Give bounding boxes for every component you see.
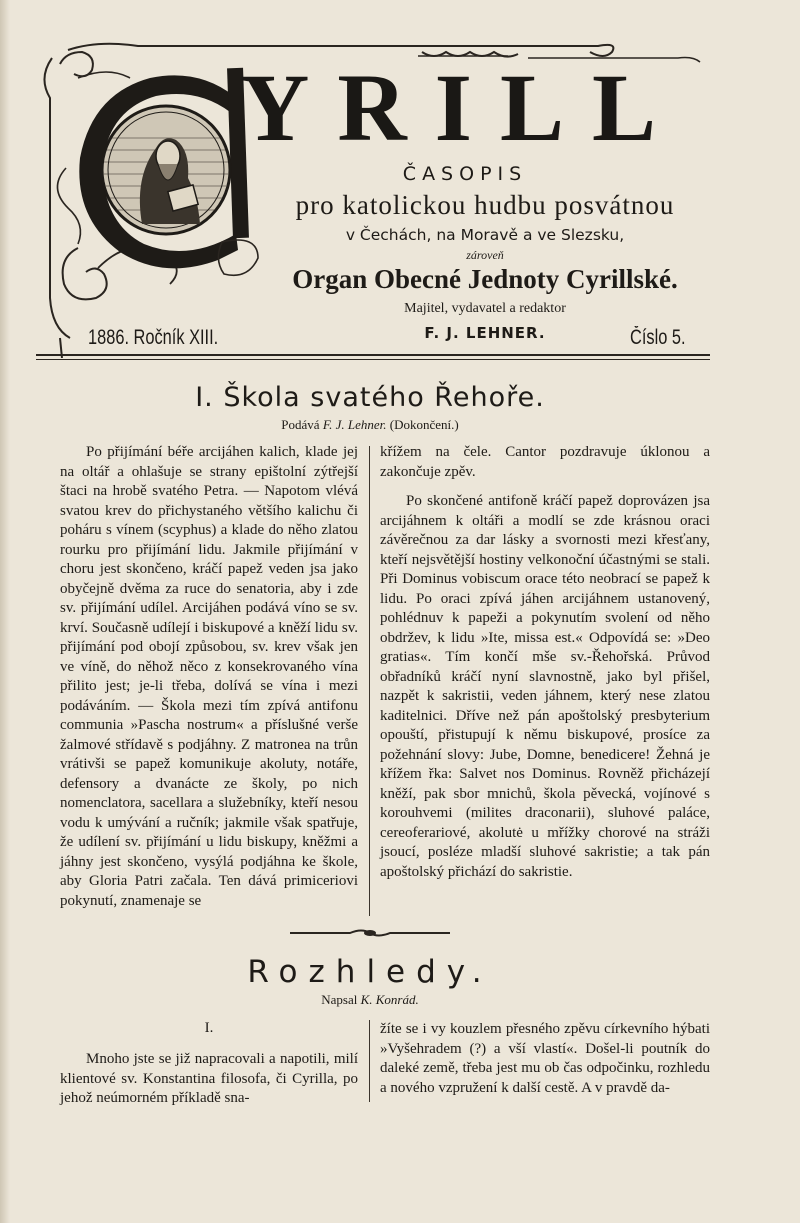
article-title: I. Škola svatého Řehoře. <box>195 382 545 413</box>
section-number: I. <box>204 1020 214 1036</box>
column-divider <box>369 1020 370 1102</box>
masthead-year-volume: 1886. Ročník XIII. <box>88 326 219 349</box>
masthead-title: YRILL <box>240 54 685 161</box>
article-byline <box>100 992 640 1008</box>
masthead-publisher-label: Majitel, vydavatel a redaktor <box>404 301 566 316</box>
article-byline <box>100 417 640 433</box>
column-divider <box>369 446 370 916</box>
article-column-right <box>380 1020 710 1098</box>
paragraph: žíte se i vy kouzlem přesného zpěvu církevního hýbati »Vyšehradem (?) a vší vlastí«. Došel-li poutník do daleké země, třeba jest mu ob čas odpočinku, rozhledu a nového vzpružení k další cestě. A v pravdě da- <box>380 1021 710 1096</box>
byline-suffix: (Dokončení.) <box>389 417 459 432</box>
paragraph: křížem na čele. Cantor pozdravuje úklonou a zakončuje zpěv. <box>380 444 710 480</box>
section-separator <box>290 928 450 938</box>
masthead-regions: v Čechách, na Moravě a ve Slezsku, <box>345 226 625 244</box>
masthead-editor: F. J. LEHNER. <box>424 324 546 342</box>
byline-prefix: Podává <box>281 417 320 432</box>
masthead-issue: Číslo 5. <box>630 326 686 349</box>
byline-prefix: Napsal <box>321 992 358 1007</box>
paragraph: Mnoho jste se již napracovali a napotili, milí klientové sv. Konstantina filosofa, či Cyrilla, po jehož neúmorném příkladě sna- <box>60 1051 358 1106</box>
article-column-left <box>60 443 358 911</box>
byline-author: F. J. Lehner. <box>322 417 387 432</box>
article-column-left <box>60 1050 358 1109</box>
article-title: Rozhledy. <box>247 954 493 990</box>
byline-author: K. Konrád. <box>360 992 419 1007</box>
page-binding-shadow <box>0 0 10 1223</box>
paragraph: Po skončené antifoně kráčí papež doprovázen jsa arcijáhnem k oltáři a modlí se zde krásnou oraci závěrečnou za dar lásky a svornosti mezi křesťany, kteří nejsvětější hostiny velkonoční účastnými se stali. Při Dominus vobiscum orace této neobrací se papež k lidu. Po oraci zpívá jáhen arcijáhnem ustanovený, pohlédnuv k papeži a pokynutím svolení od něho obdržev, k lidu »Ite, missa est.« Odpovídá se: »Deo gratias«. Tím končí mše sv.-Řehořská. Průvod obřadníků kráčí nyní slavnostně, jako byl přišel, nazpět k sakristii, veden jáhnem, který nese zlatou kaditelnici. Dříve než pán apoštolský presbyterium opouští, přistupují k němu biskupové, prosíce za požehnání slovy: Jube, Domne, benedicere! Žehná je křížem řka: Salvet nos Dominus. Rovněž přicházejí kněží, pak sbor mnichů, škola pěvecká, vojínové s korouhvemi (milites draconarii), sluhové paláce, cereoferariové, akolutė u mřížky chorové na stráži jsoucí, posléze mladší sluhové sakristie; a tak pán apoštolský přichází do sakristie. <box>380 493 710 880</box>
masthead-subtitle: pro katolickou hudbu posvátnou <box>295 190 675 220</box>
masthead-casopis: ČASOPIS <box>402 163 528 185</box>
paragraph: Po přijímání béře arcijáhen kalich, klade jej na oltář a ohlašuje se strany epištolní zýtřejší štaci na hrobě svatého Petra. — Napotom vlévá svatou krev do přichystaného většího kalichu či poháru s vínem (scyphus) a klade do něho zlatou rourku pro přijímání lidu. Jakmile přijímání v choru jest skončeno, kráčí papež veden jsa jako obyčejně dvěma za ruce do senatoria, aby i zde sv. přijímání udílel. Arcijáhen podává víno se sv. krví. Současně udílejí i biskupové a kněží lidu sv. přijímání pod obojí způsobou, sv. krev však jen ve víně, do něhož něco z konsekrovaného vína přilito jest; je-li třeba, dolívá se vína i mezi podáváním. — Škola mezi tím zpívá antifonu communia »Pascha nostrum« a příslušné verše žalmové střídavě s podjáhny. Z matronea na trůn vrátivši se papež komunikuje akoluty, notáře, defensory a dvanácte ze školy, po nich nomenclatora, sacellara a služebníky, kteří nesou vodu k umývání a ručník; jakmile však spatřuje, že udílení sv. přijímání u lidu biskupy, kněžmi a jáhny jest skončeno, vysýlá podjáhna ke škole, aby Gloria Patri začala. Ten dává primiceriovi pokynutí, znamenaje se <box>60 444 358 909</box>
masthead-organ: Organ Obecné Jednoty Cyrillské. <box>292 264 678 294</box>
masthead-zaroven: zároveň <box>466 248 504 262</box>
article-column-right <box>380 443 710 882</box>
masthead-rule <box>36 354 710 360</box>
